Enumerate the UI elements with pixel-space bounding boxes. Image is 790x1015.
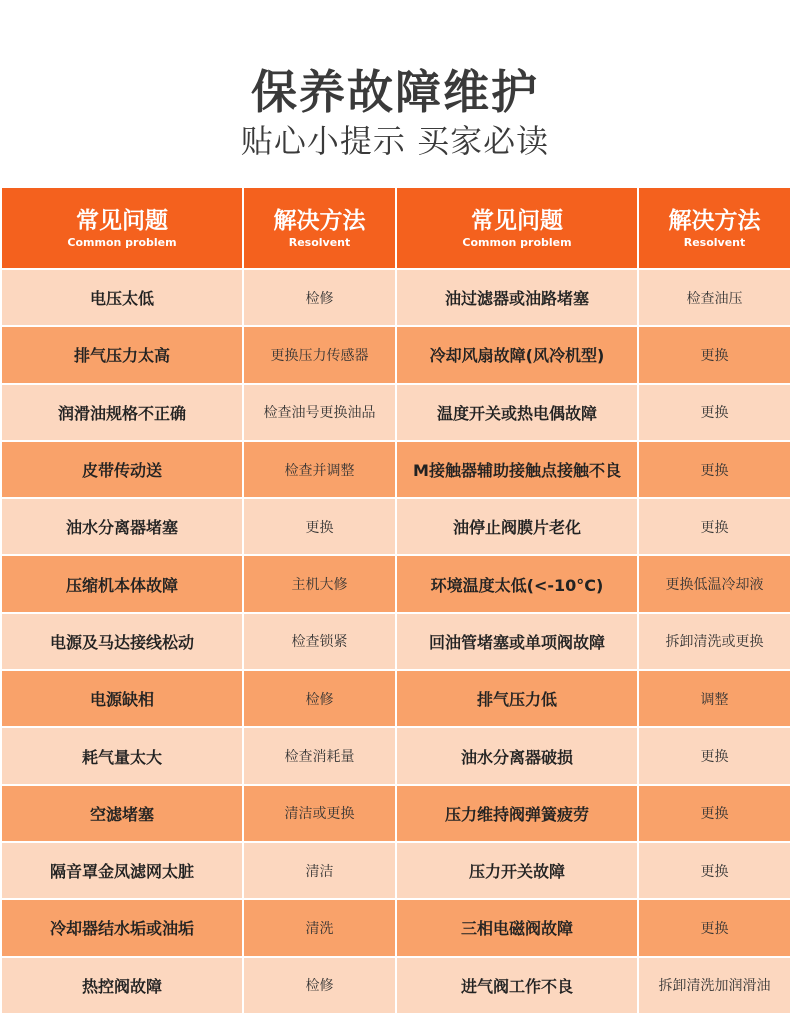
- column-title: 常见问题: [471, 207, 563, 234]
- page-title: 保养故障维护: [251, 65, 539, 119]
- solution-cell: 主机大修: [243, 555, 396, 612]
- problem-cell: 电源及马达接线松动: [1, 613, 243, 670]
- solution-cell: 清洁: [243, 842, 396, 899]
- column-subtitle: Resolvent: [683, 235, 746, 249]
- maintenance-table: [0, 186, 790, 1015]
- problem-cell: 压力开关故障: [396, 842, 638, 899]
- problem-cell: 温度开关或热电偶故障: [396, 384, 638, 441]
- problem-cell: 油过滤器或油路堵塞: [396, 269, 638, 326]
- problem-cell: 三相电磁阀故障: [396, 899, 638, 956]
- table-row: [1, 957, 790, 1014]
- table-row: [1, 384, 790, 441]
- problem-cell: 冷却风扇故障(风冷机型): [396, 326, 638, 383]
- problem-cell: 冷却器结水垢或油垢: [1, 899, 243, 956]
- solution-cell: 检查消耗量: [243, 727, 396, 784]
- problem-cell: 隔音罩金凤滤网太脏: [1, 842, 243, 899]
- table-row: [1, 842, 790, 899]
- problem-cell: 环境温度太低(<-10°C): [396, 555, 638, 612]
- problem-cell: 压缩机本体故障: [1, 555, 243, 612]
- solution-cell: 更换: [638, 326, 790, 383]
- solution-cell: 调整: [638, 670, 790, 727]
- column-subtitle: Common problem: [67, 235, 177, 249]
- problem-cell: M接触器辅助接触点接触不良: [396, 441, 638, 498]
- problem-cell: 回油管堵塞或单项阀故障: [396, 613, 638, 670]
- solution-cell: 更换低温冷却液: [638, 555, 790, 612]
- table-row: [1, 670, 790, 727]
- column-header-problem: [396, 187, 638, 269]
- problem-cell: 进气阀工作不良: [396, 957, 638, 1014]
- solution-cell: 检修: [243, 957, 396, 1014]
- solution-cell: 更换: [638, 441, 790, 498]
- solution-cell: 更换: [638, 785, 790, 842]
- problem-cell: 润滑油规格不正确: [1, 384, 243, 441]
- solution-cell: 更换: [638, 899, 790, 956]
- problem-cell: 排气压力太高: [1, 326, 243, 383]
- solution-cell: 检查油压: [638, 269, 790, 326]
- solution-cell: 检查油号更换油品: [243, 384, 396, 441]
- table-row: [1, 269, 790, 326]
- column-title: 解决方法: [668, 207, 761, 234]
- column-header-solution: [638, 187, 790, 269]
- solution-cell: 更换: [638, 842, 790, 899]
- solution-cell: 清洗: [243, 899, 396, 956]
- problem-cell: 耗气量太大: [1, 727, 243, 784]
- problem-cell: 油水分离器堵塞: [1, 498, 243, 555]
- solution-cell: 清洁或更换: [243, 785, 396, 842]
- table-header-row: [1, 187, 790, 269]
- table-row: [1, 899, 790, 956]
- problem-cell: 热控阀故障: [1, 957, 243, 1014]
- problem-cell: 油水分离器破损: [396, 727, 638, 784]
- problem-cell: 皮带传动送: [1, 441, 243, 498]
- solution-cell: 更换: [638, 498, 790, 555]
- table-row: [1, 441, 790, 498]
- table-row: [1, 727, 790, 784]
- column-subtitle: Resolvent: [288, 235, 351, 249]
- solution-cell: 更换: [243, 498, 396, 555]
- solution-cell: 更换压力传感器: [243, 326, 396, 383]
- solution-cell: 检查并调整: [243, 441, 396, 498]
- problem-cell: 排气压力低: [396, 670, 638, 727]
- table-row: [1, 785, 790, 842]
- problem-cell: 电压太低: [1, 269, 243, 326]
- solution-cell: 检修: [243, 269, 396, 326]
- solution-cell: 检查锁紧: [243, 613, 396, 670]
- table-row: [1, 613, 790, 670]
- problem-cell: 空滤堵塞: [1, 785, 243, 842]
- page-header: [0, 0, 790, 186]
- solution-cell: 更换: [638, 727, 790, 784]
- table-row: [1, 498, 790, 555]
- solution-cell: 检修: [243, 670, 396, 727]
- solution-cell: 更换: [638, 384, 790, 441]
- table-row: [1, 326, 790, 383]
- column-header-solution: [243, 187, 396, 269]
- solution-cell: 拆卸清洗加润滑油: [638, 957, 790, 1014]
- problem-cell: 压力维持阀弹簧疲劳: [396, 785, 638, 842]
- solution-cell: 拆卸清洗或更换: [638, 613, 790, 670]
- column-title: 常见问题: [76, 207, 168, 234]
- problem-cell: 油停止阀膜片老化: [396, 498, 638, 555]
- table-row: [1, 555, 790, 612]
- table-body: [1, 269, 790, 1014]
- column-title: 解决方法: [273, 207, 366, 234]
- page-subtitle: 贴心小提示 买家必读: [240, 122, 550, 160]
- column-header-problem: [1, 187, 243, 269]
- column-subtitle: Common problem: [462, 235, 572, 249]
- problem-cell: 电源缺相: [1, 670, 243, 727]
